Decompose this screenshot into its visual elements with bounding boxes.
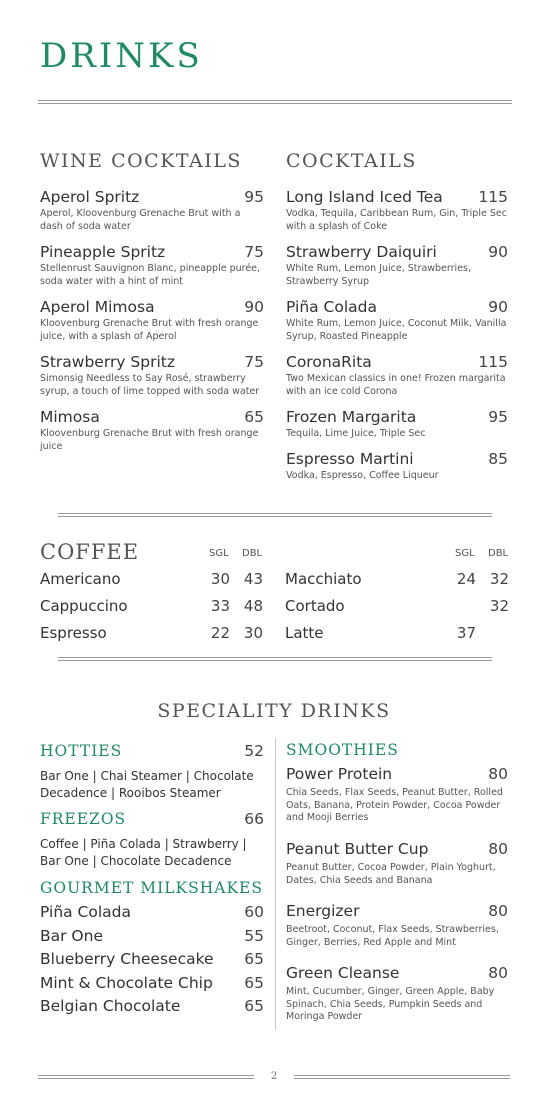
coffee-item-name: Macchiato	[285, 570, 362, 588]
menu-item	[40, 298, 264, 343]
coffee-sgl-price: 37	[456, 624, 476, 642]
smoothies-section	[286, 741, 508, 1022]
hotties-title: HOTTIES	[40, 742, 123, 760]
item-name: Peanut Butter Cup	[286, 840, 429, 858]
cocktails-title: COCKTAILS	[286, 150, 417, 172]
item-name: Frozen Margarita	[286, 408, 417, 426]
item-name: Bar One	[40, 926, 103, 945]
coffee-item-name: Cortado	[285, 597, 345, 615]
hotties-price: 52	[244, 742, 264, 760]
section-divider	[58, 513, 492, 517]
item-price: 65	[244, 950, 264, 968]
list-item	[40, 927, 264, 951]
title-divider	[38, 100, 512, 104]
item-price: 80	[488, 902, 508, 920]
menu-item	[286, 298, 508, 343]
item-desc: Stellenrust Sauvignon Blanc, pineapple purée, soda water with a hint of mint	[40, 263, 261, 287]
item-desc: Beetroot, Coconut, Flax Seeds, Strawberries, Ginger, Berries, Red Apple and Mint	[286, 924, 499, 948]
item-price: 115	[478, 353, 508, 371]
item-desc: Kloovenburg Grenache Brut with fresh orange juice, with a splash of Aperol	[40, 318, 259, 342]
menu-item	[286, 450, 508, 483]
coffee-item-name: Latte	[285, 624, 324, 642]
menu-item	[286, 964, 508, 1024]
item-name: Blueberry Cheesecake	[40, 950, 214, 968]
menu-item	[286, 243, 508, 288]
list-item	[40, 903, 264, 927]
hotties-header	[40, 742, 264, 760]
item-price: 55	[244, 926, 264, 945]
list-item	[40, 950, 264, 974]
sgl-header: SGL	[455, 548, 475, 559]
coffee-dbl-price: 30	[243, 624, 263, 642]
speciality-title: SPECIALITY DRINKS	[157, 700, 391, 722]
item-name: Pineapple Spritz	[40, 243, 166, 261]
column-divider	[275, 738, 276, 1030]
item-desc: Peanut Butter, Cocoa Powder, Plain Yoghurt, Dates, Chia Seeds and Banana	[286, 862, 496, 886]
coffee-item-name: Americano	[40, 570, 121, 588]
item-desc: Aperol, Kloovenburg Grenache Brut with a dash of soda water	[40, 208, 241, 232]
coffee-item-name: Cappuccino	[40, 597, 128, 615]
item-price: 115	[478, 188, 508, 206]
menu-item	[286, 188, 508, 233]
item-price: 95	[244, 188, 264, 206]
section-divider	[58, 657, 492, 661]
item-name: CoronaRita	[286, 353, 372, 371]
freezos-price: 66	[244, 810, 264, 828]
item-desc: Simonsig Needless to Say Rosé, strawberry syrup, a touch of lime topped with soda water	[40, 373, 260, 397]
item-price: 90	[488, 298, 508, 316]
item-price: 65	[244, 408, 264, 426]
hotties-text: Bar One | Chai Steamer | Chocolate Decadence | Rooibos Steamer	[40, 769, 254, 800]
item-price: 60	[244, 903, 264, 921]
item-price: 80	[488, 964, 508, 982]
menu-item	[40, 353, 264, 398]
menu-item	[40, 408, 264, 453]
milkshakes-title: GOURMET MILKSHAKES	[40, 879, 263, 897]
item-name: Belgian Chocolate	[40, 997, 181, 1015]
menu-item	[40, 243, 264, 288]
item-name: Piña Colada	[286, 298, 378, 316]
page-title: DRINKS	[40, 36, 203, 76]
coffee-sgl-price: 22	[210, 624, 230, 642]
menu-item	[286, 902, 508, 949]
item-desc: Chia Seeds, Flax Seeds, Peanut Butter, Rolled Oats, Banana, Protein Powder, Cocoa Powder and Mooji Berries	[286, 787, 503, 823]
freezos-title: FREEZOS	[40, 810, 127, 828]
item-price: 65	[244, 997, 264, 1015]
coffee-sgl-price: 24	[456, 570, 476, 588]
speciality-left-column	[40, 742, 264, 1021]
item-name: Strawberry Spritz	[40, 353, 175, 371]
wine-cocktails-section	[40, 150, 264, 452]
item-name: Espresso Martini	[286, 450, 414, 468]
item-name: Piña Colada	[40, 903, 132, 921]
sgl-header: SGL	[209, 548, 229, 559]
freezos-header	[40, 810, 264, 828]
item-name: Green Cleanse	[286, 964, 400, 982]
menu-item	[286, 408, 508, 441]
coffee-item-name: Espresso	[40, 624, 107, 642]
item-price: 75	[244, 353, 264, 371]
item-name: Power Protein	[286, 765, 393, 783]
item-name: Mint & Chocolate Chip	[40, 973, 213, 992]
item-name: Strawberry Daiquiri	[286, 243, 437, 261]
coffee-dbl-price: 32	[489, 570, 509, 588]
item-desc: Kloovenburg Grenache Brut with fresh orange juice	[40, 428, 259, 452]
dbl-header: DBL	[242, 548, 263, 559]
menu-item	[286, 353, 508, 398]
dbl-header: DBL	[488, 548, 509, 559]
item-desc: Tequila, Lime Juice, Triple Sec	[286, 428, 426, 439]
item-desc: White Rum, Lemon Juice, Strawberries, Strawberry Syrup	[286, 263, 472, 287]
page-number: 2	[270, 1071, 278, 1082]
menu-item	[286, 840, 508, 887]
item-price: 65	[244, 973, 264, 992]
milkshakes-list	[40, 903, 264, 1021]
item-price: 85	[488, 450, 508, 468]
item-desc: Two Mexican classics in one! Frozen margarita with an ice cold Corona	[286, 373, 506, 397]
item-name: Long Island Iced Tea	[286, 188, 443, 206]
item-desc: White Rum, Lemon Juice, Coconut Milk, Vanilla Syrup, Roasted Pineapple	[286, 318, 507, 342]
item-name: Energizer	[286, 902, 360, 920]
item-desc: Mint, Cucumber, Ginger, Green Apple, Baby Spinach, Chia Seeds, Pumpkin Seeds and Moringa Powder	[286, 986, 495, 1022]
item-price: 80	[488, 765, 508, 783]
item-price: 95	[488, 408, 508, 426]
coffee-dbl-price: 32	[489, 597, 509, 615]
coffee-sgl-price: 33	[210, 597, 230, 615]
coffee-title: COFFEE	[40, 540, 140, 564]
item-desc: Vodka, Espresso, Coffee Liqueur	[286, 470, 439, 481]
item-name: Aperol Mimosa	[40, 298, 155, 316]
item-price: 90	[244, 298, 264, 316]
item-price: 90	[488, 243, 508, 261]
wine-cocktails-title: WINE COCKTAILS	[40, 150, 242, 172]
item-name: Aperol Spritz	[40, 188, 140, 206]
freezos-text: Coffee | Piña Colada | Strawberry | Bar One | Chocolate Decadence	[40, 837, 247, 868]
menu-item	[286, 765, 508, 825]
list-item	[40, 997, 264, 1021]
item-price: 75	[244, 243, 264, 261]
item-price: 80	[488, 840, 508, 858]
list-item	[40, 974, 264, 998]
menu-item	[40, 188, 264, 233]
cocktails-section	[286, 150, 508, 481]
smoothies-title: SMOOTHIES	[286, 741, 399, 759]
coffee-dbl-price: 48	[243, 597, 263, 615]
item-desc: Vodka, Tequila, Caribbean Rum, Gin, Triple Sec with a splash of Coke	[286, 208, 507, 232]
coffee-sgl-price: 30	[210, 570, 230, 588]
coffee-dbl-price: 43	[243, 570, 263, 588]
item-name: Mimosa	[40, 408, 100, 426]
